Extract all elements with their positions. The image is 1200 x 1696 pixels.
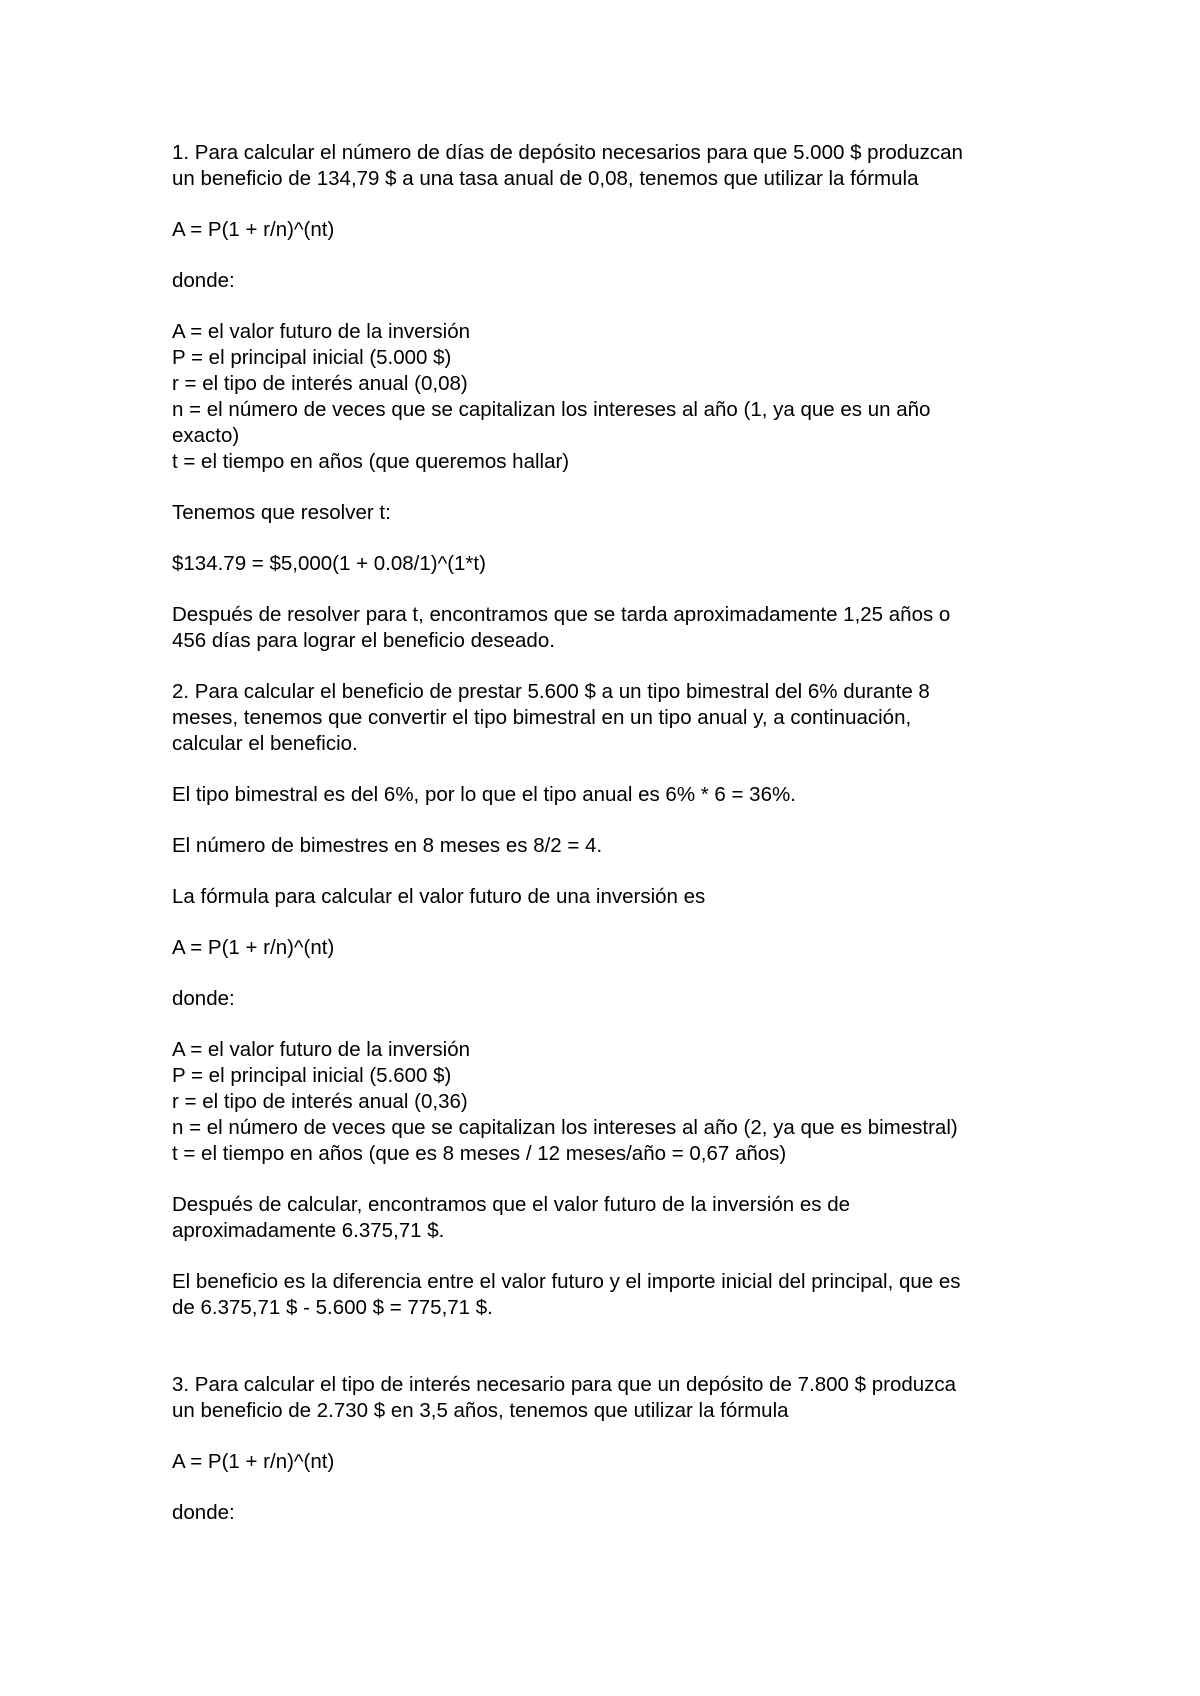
text-line: t = el tiempo en años (que queremos hallar) bbox=[172, 450, 570, 473]
text-line: El número de bimestres en 8 meses es 8/2 = 4. bbox=[172, 834, 603, 857]
paragraph bbox=[172, 1037, 1072, 1167]
paragraph bbox=[172, 1269, 1072, 1321]
text-line: Después de resolver para t, encontramos que se tarda aproximadamente 1,25 años o bbox=[172, 603, 951, 626]
text-line: Tenemos que resolver t: bbox=[172, 501, 391, 524]
paragraph bbox=[172, 679, 1072, 757]
text-line: La fórmula para calcular el valor futuro de una inversión es bbox=[172, 885, 706, 908]
text-line: exacto) bbox=[172, 424, 240, 447]
text-line: r = el tipo de interés anual (0,36) bbox=[172, 1090, 468, 1113]
text-line: n = el número de veces que se capitalizan los intereses al año (1, ya que es un año bbox=[172, 398, 931, 421]
text-line: A = el valor futuro de la inversión bbox=[172, 320, 470, 343]
paragraph bbox=[172, 1372, 1072, 1424]
text-line: 3. Para calcular el tipo de interés necesario para que un depósito de 7.800 $ produzca bbox=[172, 1373, 957, 1396]
text-line: t = el tiempo en años (que es 8 meses / 12 meses/año = 0,67 años) bbox=[172, 1142, 787, 1165]
text-line: 456 días para lograr el beneficio deseado. bbox=[172, 629, 555, 652]
paragraph bbox=[172, 1500, 1072, 1526]
paragraph bbox=[172, 884, 1072, 910]
text-line: un beneficio de 2.730 $ en 3,5 años, tenemos que utilizar la fórmula bbox=[172, 1399, 789, 1422]
text-line: P = el principal inicial (5.600 $) bbox=[172, 1064, 452, 1087]
text-line: aproximadamente 6.375,71 $. bbox=[172, 1219, 445, 1242]
document-page bbox=[172, 140, 1072, 1551]
text-line: meses, tenemos que convertir el tipo bimestral en un tipo anual y, a continuación, bbox=[172, 706, 912, 729]
text-line: A = P(1 + r/n)^(nt) bbox=[172, 218, 335, 241]
text-line: 2. Para calcular el beneficio de prestar 5.600 $ a un tipo bimestral del 6% durante 8 bbox=[172, 680, 930, 703]
paragraph bbox=[172, 268, 1072, 294]
text-line: donde: bbox=[172, 269, 235, 292]
paragraph bbox=[172, 986, 1072, 1012]
text-line: n = el número de veces que se capitalizan los intereses al año (2, ya que es bimestral) bbox=[172, 1116, 958, 1139]
text-line: r = el tipo de interés anual (0,08) bbox=[172, 372, 468, 395]
paragraph bbox=[172, 319, 1072, 475]
text-line: $134.79 = $5,000(1 + 0.08/1)^(1*t) bbox=[172, 552, 486, 575]
paragraph bbox=[172, 1192, 1072, 1244]
paragraph bbox=[172, 140, 1072, 192]
text-line: A = P(1 + r/n)^(nt) bbox=[172, 1450, 335, 1473]
text-line: un beneficio de 134,79 $ a una tasa anual de 0,08, tenemos que utilizar la fórmula bbox=[172, 167, 919, 190]
paragraph bbox=[172, 551, 1072, 577]
text-line: A = el valor futuro de la inversión bbox=[172, 1038, 470, 1061]
text-line: calcular el beneficio. bbox=[172, 732, 358, 755]
text-line: A = P(1 + r/n)^(nt) bbox=[172, 936, 335, 959]
paragraph bbox=[172, 782, 1072, 808]
text-line: P = el principal inicial (5.000 $) bbox=[172, 346, 452, 369]
paragraph bbox=[172, 935, 1072, 961]
text-line: donde: bbox=[172, 1501, 235, 1524]
paragraph bbox=[172, 602, 1072, 654]
text-line: El beneficio es la diferencia entre el valor futuro y el importe inicial del principal, que es bbox=[172, 1270, 961, 1293]
text-line: El tipo bimestral es del 6%, por lo que el tipo anual es 6% * 6 = 36%. bbox=[172, 783, 796, 806]
text-line: 1. Para calcular el número de días de depósito necesarios para que 5.000 $ produzcan bbox=[172, 141, 963, 164]
text-line: Después de calcular, encontramos que el valor futuro de la inversión es de bbox=[172, 1193, 851, 1216]
paragraph bbox=[172, 833, 1072, 859]
text-line: donde: bbox=[172, 987, 235, 1010]
paragraph bbox=[172, 217, 1072, 243]
text-line: de 6.375,71 $ - 5.600 $ = 775,71 $. bbox=[172, 1296, 493, 1319]
paragraph bbox=[172, 1449, 1072, 1475]
paragraph bbox=[172, 500, 1072, 526]
